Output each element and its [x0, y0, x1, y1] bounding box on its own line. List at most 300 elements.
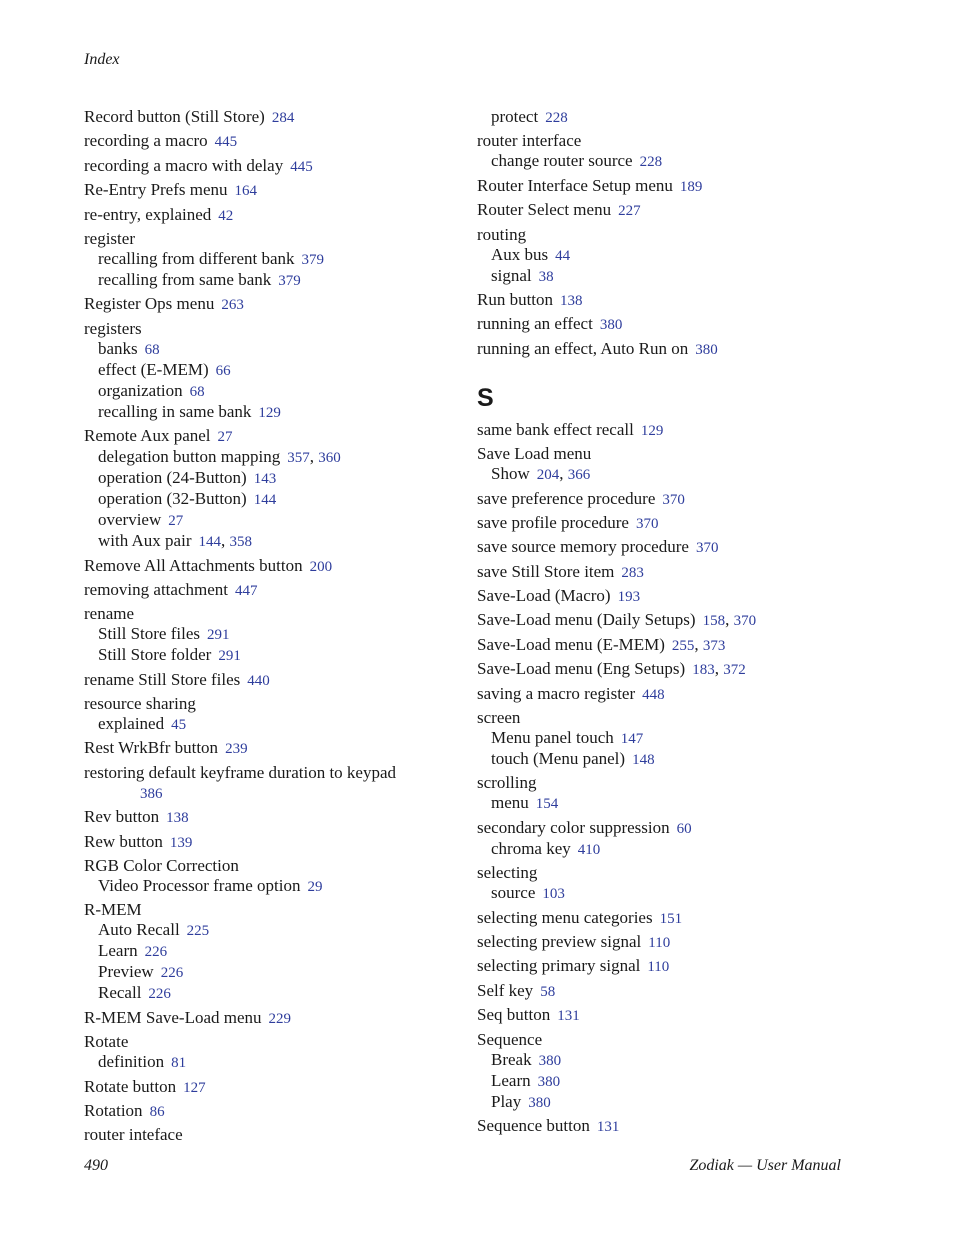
- index-entry: [477, 1030, 877, 1113]
- index-entry: [84, 107, 464, 128]
- index-subterm: change router source: [491, 151, 633, 171]
- index-term: Remove All Attachments button: [84, 555, 303, 575]
- page-reference-link[interactable]: 193: [617, 589, 641, 606]
- index-term-line: [84, 900, 464, 920]
- index-subentry: with Aux pair 144, 358: [98, 531, 252, 551]
- index-column-right: [477, 107, 877, 1140]
- index-entry: [84, 556, 464, 577]
- index-entry: [477, 339, 877, 360]
- page-reference-link[interactable]: 139: [169, 834, 193, 851]
- page-reference-link[interactable]: 147: [620, 731, 644, 748]
- index-subentry: [84, 249, 464, 270]
- page-reference-link[interactable]: 372: [723, 662, 746, 679]
- index-subentry: [477, 749, 877, 770]
- page-reference-link[interactable]: 357: [287, 450, 310, 467]
- index-term-line: [477, 200, 877, 221]
- page-reference-link[interactable]: 228: [639, 154, 663, 171]
- index-term-line: [84, 107, 464, 128]
- page-reference-link[interactable]: 27: [168, 513, 184, 530]
- index-entry: [84, 319, 464, 423]
- index-subterm: banks: [98, 338, 138, 358]
- page-reference-link[interactable]: 42: [218, 207, 234, 224]
- index-entry: [477, 131, 877, 172]
- index-subterm: explained: [98, 714, 165, 734]
- index-term: Run button: [477, 289, 554, 309]
- page-reference-link[interactable]: 44: [555, 247, 571, 264]
- index-term: R-MEM Save-Load menu: [84, 1007, 262, 1027]
- index-term-line: [84, 180, 464, 201]
- index-term-line: [477, 562, 877, 583]
- index-entry: [477, 314, 877, 335]
- index-subterm: menu: [491, 793, 529, 813]
- index-entry: [477, 420, 877, 441]
- index-term-line: [84, 1077, 464, 1098]
- index-term-line: [477, 586, 877, 607]
- index-term: Save-Load (Macro): [477, 586, 611, 606]
- page-number: 490: [84, 1157, 108, 1174]
- index-page-refs: [84, 783, 464, 804]
- page-reference-link[interactable]: 263: [221, 297, 244, 314]
- index-subterm: Still Store files: [98, 624, 200, 644]
- index-subterm: chroma key: [491, 838, 571, 858]
- page-reference-link[interactable]: 131: [557, 1008, 580, 1025]
- index-term-line: [477, 176, 877, 197]
- running-header: Index: [84, 51, 120, 68]
- manual-title: Zodiak — User Manual: [689, 1157, 841, 1174]
- index-entry: [84, 694, 464, 735]
- index-term-line: [84, 738, 464, 759]
- index-column-left: [84, 107, 464, 1149]
- index-term: selecting menu categories: [477, 907, 653, 927]
- page-reference-link[interactable]: 373: [702, 637, 726, 654]
- index-term: selecting: [477, 863, 538, 883]
- index-entry: [477, 773, 877, 814]
- index-entry: [84, 426, 464, 552]
- page-reference-link[interactable]: 370: [635, 515, 659, 532]
- page-reference-link[interactable]: 380: [599, 317, 623, 334]
- index-term-line: [477, 818, 877, 839]
- page-reference-link[interactable]: 386: [140, 785, 163, 802]
- index-term: recording a macro with delay: [84, 155, 284, 175]
- index-term: Rev button: [84, 807, 160, 827]
- index-term: Re-Entry Prefs menu: [84, 180, 228, 200]
- index-entry: [477, 107, 877, 128]
- index-entry: [84, 856, 464, 897]
- index-term-line: [477, 225, 877, 245]
- index-term-line: [84, 294, 464, 315]
- index-term: recording a macro: [84, 131, 208, 151]
- index-subentry: [84, 983, 464, 1004]
- page-reference-link[interactable]: 131: [596, 1118, 620, 1135]
- index-term: Router Select menu: [477, 200, 612, 220]
- index-term-line: [477, 932, 877, 953]
- page-reference-link[interactable]: 158: [702, 613, 726, 630]
- index-term-line: [477, 290, 877, 311]
- index-term: running an effect: [477, 314, 593, 334]
- index-entry: [477, 176, 877, 197]
- page-reference-link[interactable]: 445: [214, 134, 238, 151]
- index-term: Record button (Still Store): [84, 107, 265, 126]
- index-term: resource sharing: [84, 694, 196, 714]
- index-subentry: [84, 920, 464, 941]
- index-term: save source memory procedure: [477, 537, 689, 557]
- index-subterm: recalling from different bank: [98, 248, 295, 268]
- index-subterm: touch (Menu panel): [491, 749, 626, 769]
- index-term: rename: [84, 604, 135, 624]
- index-term: Rotate: [84, 1032, 129, 1052]
- page-reference-link[interactable]: 143: [253, 471, 277, 488]
- index-term-line: [477, 684, 877, 705]
- page-reference-link[interactable]: 27: [217, 429, 233, 446]
- index-term: re-entry, explained: [84, 204, 212, 224]
- index-subterm: Break: [491, 1049, 532, 1069]
- index-term-line: [477, 773, 877, 793]
- index-term: router inteface: [84, 1125, 183, 1145]
- index-subentry: [84, 714, 464, 735]
- index-term: saving a macro register: [477, 683, 636, 703]
- index-term: save Still Store item: [477, 561, 615, 581]
- page-reference-link[interactable]: 380: [695, 341, 718, 358]
- page-reference-link[interactable]: 58: [540, 983, 556, 1000]
- page-reference-link[interactable]: 440: [247, 672, 270, 689]
- index-subentry: [84, 270, 464, 291]
- index-entry: [84, 180, 464, 201]
- page-reference-link[interactable]: 291: [218, 648, 241, 665]
- page-reference-link[interactable]: 138: [560, 292, 583, 309]
- page-reference-link[interactable]: 154: [535, 796, 559, 813]
- index-subentry: [84, 876, 464, 897]
- index-subentry: [477, 1071, 877, 1092]
- index-entry: [477, 635, 877, 656]
- index-term: Save-Load menu (Eng Setups): [477, 659, 686, 679]
- page-reference-link[interactable]: 226: [148, 986, 171, 1003]
- page-reference-link[interactable]: 448: [642, 686, 665, 703]
- page-reference-link[interactable]: 189: [679, 178, 703, 195]
- index-entry: [477, 981, 877, 1002]
- index-subentry: [477, 151, 877, 172]
- index-term: Register Ops menu: [84, 294, 215, 314]
- page-reference-link[interactable]: 81: [171, 1055, 187, 1072]
- page-reference-link[interactable]: 183: [692, 662, 715, 679]
- index-subentry: [477, 1092, 877, 1113]
- index-term: Save-Load menu (E-MEM): [477, 634, 665, 654]
- index-subentry: [84, 510, 464, 531]
- index-entry: [84, 807, 464, 828]
- index-term-line: [477, 908, 877, 929]
- page-reference-link[interactable]: 370: [662, 491, 685, 508]
- index-subentry: [477, 245, 877, 266]
- index-subterm: effect (E-MEM): [98, 359, 209, 379]
- index-subterm: recalling in same bank: [98, 401, 252, 421]
- index-term-line: [84, 131, 464, 152]
- index-subentry: [84, 381, 464, 402]
- index-entry: [477, 708, 877, 770]
- index-subterm: Show: [491, 464, 530, 484]
- page-reference-link[interactable]: 151: [659, 910, 683, 927]
- page-reference-link[interactable]: 380: [537, 1073, 561, 1090]
- index-subentry: [477, 793, 877, 814]
- page-reference-link[interactable]: 138: [166, 810, 189, 827]
- page-reference-link[interactable]: 366: [567, 467, 591, 484]
- index-entry: [84, 1032, 464, 1073]
- page-reference-link[interactable]: 255: [671, 637, 695, 654]
- page-reference-link[interactable]: 226: [144, 944, 168, 961]
- index-entry: [84, 832, 464, 853]
- index-subentry: [84, 360, 464, 381]
- index-subterm: signal: [491, 265, 532, 285]
- index-term: selecting primary signal: [477, 956, 641, 976]
- index-term: Rotate button: [84, 1076, 177, 1096]
- index-term-line: [477, 537, 877, 558]
- page-reference-link[interactable]: 410: [577, 841, 601, 858]
- index-subterm: Learn: [491, 1070, 531, 1090]
- page-reference-link[interactable]: 110: [647, 959, 670, 976]
- index-subentry: [84, 468, 464, 489]
- page-reference-link[interactable]: 380: [528, 1094, 551, 1111]
- index-term: routing: [477, 224, 527, 244]
- index-subentry: [477, 266, 877, 287]
- page-reference-link[interactable]: 45: [171, 717, 187, 734]
- page-reference-link[interactable]: 164: [234, 183, 258, 200]
- index-entry: [477, 818, 877, 860]
- page-reference-link[interactable]: 445: [290, 158, 313, 175]
- page-reference-link[interactable]: 228: [545, 110, 568, 126]
- index-term: save profile procedure: [477, 512, 629, 532]
- index-subentry: Show 204, 366: [491, 464, 591, 484]
- page-reference-link[interactable]: 86: [149, 1103, 165, 1120]
- index-term: Seq button: [477, 1005, 551, 1025]
- index-subterm: operation (32-Button): [98, 489, 247, 509]
- page-reference-link[interactable]: 284: [271, 110, 295, 126]
- index-term-line: [477, 1005, 877, 1026]
- index-term-line: [84, 319, 464, 339]
- index-term: screen: [477, 708, 521, 728]
- index-term-line: [84, 1032, 464, 1052]
- index-entry: [477, 290, 877, 311]
- page-reference-link[interactable]: 229: [268, 1010, 292, 1027]
- index-entry: [84, 1008, 464, 1029]
- page-reference-link[interactable]: 129: [258, 404, 281, 421]
- index-subentry: [477, 839, 877, 860]
- index-entry: [84, 670, 464, 691]
- index-subentry: [84, 489, 464, 510]
- index-subterm: definition: [98, 1052, 165, 1072]
- index-subentry: [84, 962, 464, 983]
- index-term: restoring default keyframe duration to keypad: [84, 762, 397, 782]
- index-entry: [84, 763, 464, 804]
- index-term-line: [84, 694, 464, 714]
- index-term: RGB Color Correction: [84, 856, 239, 876]
- index-subentry: [477, 1050, 877, 1071]
- index-term-line: [84, 807, 464, 828]
- index-term: removing attachment: [84, 579, 228, 599]
- index-subterm: delegation button mapping: [98, 447, 281, 467]
- index-term-line: [84, 1008, 464, 1029]
- page-reference-link[interactable]: 370: [695, 540, 719, 557]
- page-reference-link[interactable]: 148: [632, 752, 655, 769]
- index-entry: [84, 604, 464, 666]
- page-reference-link[interactable]: 291: [207, 627, 230, 644]
- page-reference-link[interactable]: 103: [542, 886, 565, 903]
- index-subterm: Aux bus: [491, 244, 549, 264]
- page-reference-link[interactable]: 380: [538, 1052, 562, 1069]
- index-term-line: [477, 1116, 877, 1137]
- index-subterm: protect: [491, 107, 539, 126]
- index-term-line: [477, 956, 877, 977]
- index-entry: [84, 229, 464, 291]
- index-subentry: [84, 624, 464, 645]
- index-entry: [84, 294, 464, 315]
- index-term-line: [84, 670, 464, 691]
- index-subterm: organization: [98, 380, 183, 400]
- page-reference-link[interactable]: 239: [225, 741, 248, 758]
- index-subterm: Auto Recall: [98, 920, 180, 940]
- page-reference-link[interactable]: 60: [676, 820, 692, 837]
- index-term-line: Save-Load menu (Eng Setups) 183, 372: [477, 659, 746, 679]
- index-term-line: [477, 513, 877, 534]
- page-reference-link[interactable]: 127: [183, 1079, 206, 1096]
- index-entry: [477, 1005, 877, 1026]
- index-term-line: [84, 1125, 464, 1145]
- index-entry: [84, 156, 464, 177]
- page-reference-link[interactable]: 447: [234, 582, 258, 599]
- index-entry: [84, 1101, 464, 1122]
- index-entry: [84, 580, 464, 601]
- index-entry: [477, 489, 877, 510]
- index-term: Rew button: [84, 831, 163, 851]
- index-term: Rest WrkBfr button: [84, 738, 219, 758]
- page-reference-link[interactable]: 110: [648, 934, 671, 951]
- page-reference-link[interactable]: 38: [538, 268, 554, 285]
- index-term-line: [84, 556, 464, 577]
- index-term-line: [84, 229, 464, 249]
- index-subentry: [84, 941, 464, 962]
- index-term-line: [84, 763, 464, 783]
- index-group-r: [477, 107, 877, 360]
- page-reference-link[interactable]: 283: [621, 564, 644, 581]
- index-term-line: [84, 580, 464, 601]
- index-subterm: operation (24-Button): [98, 468, 247, 488]
- index-term-line: [477, 444, 877, 464]
- index-entry: [477, 200, 877, 221]
- index-subterm: Learn: [98, 941, 138, 961]
- index-term: secondary color suppression: [477, 817, 670, 837]
- index-term-line: [84, 156, 464, 177]
- index-entry: [84, 738, 464, 759]
- index-entry: [477, 1116, 877, 1137]
- index-term: Save-Load menu (Daily Setups): [477, 610, 696, 630]
- index-entry: [477, 586, 877, 607]
- page-reference-link[interactable]: 360: [318, 450, 341, 467]
- index-term: save preference procedure: [477, 488, 656, 508]
- index-subentry: [84, 339, 464, 360]
- index-subterm: Play: [491, 1091, 522, 1111]
- index-subentry: [84, 645, 464, 666]
- index-term-line: [477, 131, 877, 151]
- page-reference-link[interactable]: 225: [186, 923, 210, 940]
- index-entry: [477, 513, 877, 534]
- index-term-line: Save-Load menu (E-MEM) 255, 373: [477, 634, 726, 654]
- page-reference-link[interactable]: 370: [733, 613, 757, 630]
- page-reference-link[interactable]: 358: [229, 534, 252, 551]
- index-subterm: recalling from same bank: [98, 269, 272, 289]
- index-entry: [477, 684, 877, 705]
- index-entry: [477, 932, 877, 953]
- index-term-line: [477, 489, 877, 510]
- index-term-line: [477, 1030, 877, 1050]
- index-term-line: [84, 856, 464, 876]
- index-group-s: [477, 420, 877, 1137]
- index-entry: [84, 900, 464, 1004]
- index-term-line: [477, 708, 877, 728]
- index-subterm: Preview: [98, 962, 154, 982]
- index-term-line: [477, 420, 877, 441]
- index-subterm: overview: [98, 510, 162, 530]
- index-term-line: [477, 339, 877, 360]
- page-reference-link[interactable]: 200: [309, 558, 333, 575]
- page-reference-link[interactable]: 129: [640, 422, 664, 439]
- index-term: router interface: [477, 131, 582, 151]
- index-term: Sequence button: [477, 1115, 590, 1135]
- page-reference-link[interactable]: 144: [253, 492, 277, 509]
- index-term: rename Still Store files: [84, 669, 241, 689]
- index-entry: [477, 863, 877, 904]
- section-letter-heading: S: [477, 383, 494, 412]
- index-term-line: [84, 604, 464, 624]
- page-reference-link[interactable]: 68: [144, 341, 160, 358]
- page-reference-link[interactable]: 68: [189, 383, 205, 400]
- index-term-line: Save-Load menu (Daily Setups) 158, 370: [477, 610, 757, 630]
- index-term: Sequence: [477, 1029, 543, 1049]
- index-entry: [477, 956, 877, 977]
- index-term: Router Interface Setup menu: [477, 175, 673, 195]
- index-entry: [477, 562, 877, 583]
- index-term: Rotation: [84, 1100, 143, 1120]
- index-term: R-MEM: [84, 900, 142, 920]
- page-reference-link[interactable]: 227: [618, 203, 641, 220]
- index-term: register: [84, 228, 135, 248]
- index-term: running an effect, Auto Run on: [477, 338, 689, 358]
- index-subterm: Still Store folder: [98, 645, 212, 665]
- index-subentry: delegation button mapping 357, 360: [98, 447, 341, 467]
- page-reference-link[interactable]: 226: [160, 965, 184, 982]
- index-entry: [84, 205, 464, 226]
- index-entry: [477, 537, 877, 558]
- index-term: Save Load menu: [477, 444, 592, 464]
- index-entry: [477, 444, 877, 485]
- page-reference-link[interactable]: 29: [307, 879, 323, 896]
- page-reference-link[interactable]: 144: [198, 534, 221, 551]
- index-entry: [84, 1077, 464, 1098]
- index-term-line: [477, 863, 877, 883]
- index-subterm: Menu panel touch: [491, 728, 614, 748]
- index-term: Self key: [477, 980, 534, 1000]
- index-term: registers: [84, 318, 142, 338]
- page-reference-link[interactable]: 379: [301, 251, 325, 268]
- index-entry: [477, 225, 877, 287]
- index-term: selecting preview signal: [477, 931, 642, 951]
- page-reference-link[interactable]: 379: [278, 272, 301, 289]
- index-subentry: [477, 883, 877, 904]
- index-subterm: source: [491, 883, 536, 903]
- page-reference-link[interactable]: 204: [536, 467, 560, 484]
- index-subentry: [84, 1052, 464, 1073]
- index-entry: [477, 908, 877, 929]
- index-term: Remote Aux panel: [84, 426, 211, 446]
- index-term-line: [84, 426, 464, 447]
- index-term-line: [477, 314, 877, 335]
- page-reference-link[interactable]: 66: [215, 362, 231, 379]
